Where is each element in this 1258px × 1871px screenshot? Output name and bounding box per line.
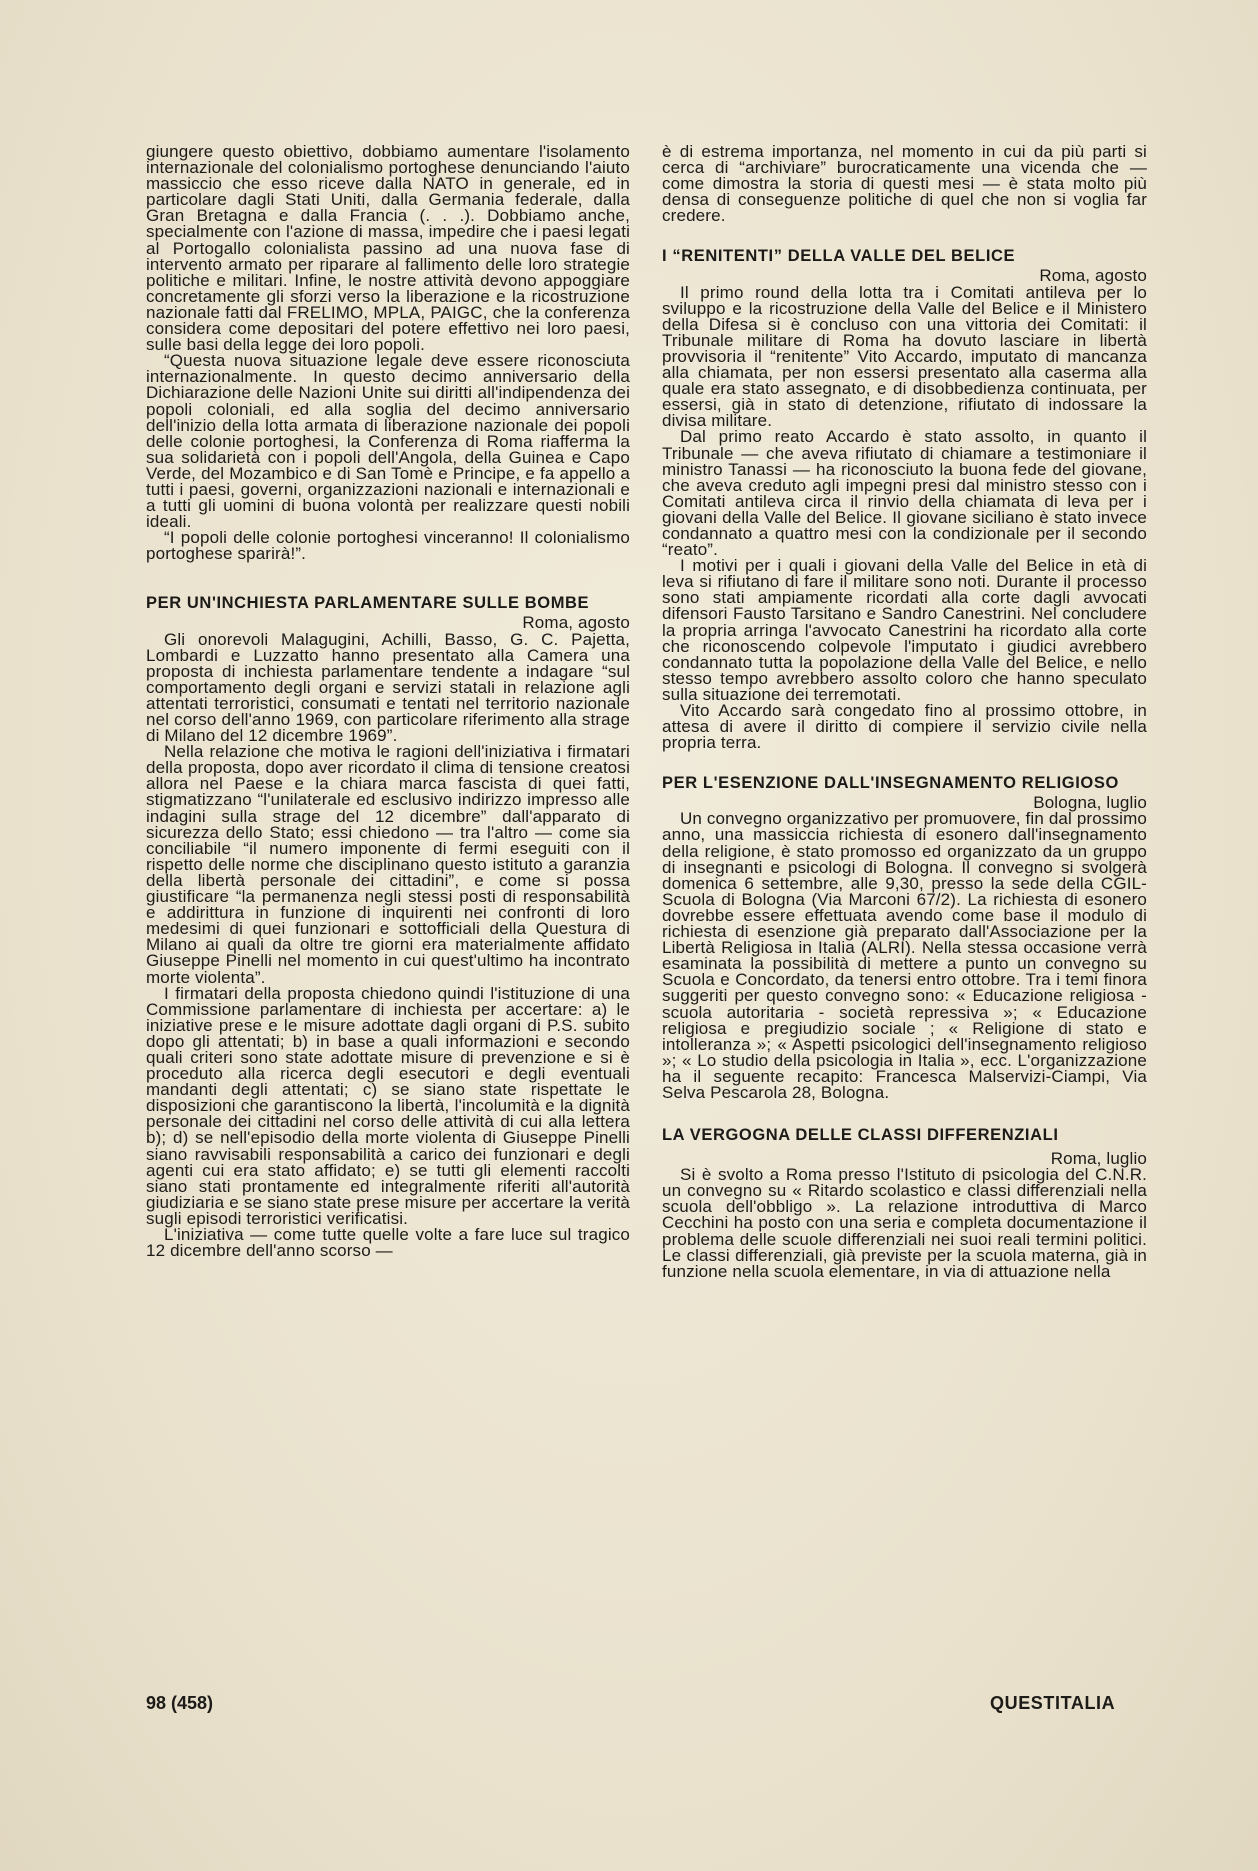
section-heading-esenzione: PER L'ESENZIONE DALL'INSEGNAMENTO RELIGIOSO (662, 774, 1119, 793)
right-column (662, 144, 1147, 1280)
paragraph: I motivi per i quali i giovani della Valle del Belice in età di leva si rifiutano di fare il militare sono noti. Durante il processo sono stati ampiamente ricordati alla corte dagli avvocati difensori Fausto Tarsitano e Sandro Canestrini. Nel concludere la propria arringa l'avvocato Canestrini ha ricordato alla corte che riconoscendo colpevole l'imputato i giudici avrebbero condannato tutta la popolazione della Valle del Belice, e nello stesso tempo avrebbero assolto coloro che hanno speculato sulla situazione dei terremotati. (662, 556, 1147, 704)
paragraph: L'iniziativa — come tutte quelle volte a fare luce sul tragico 12 dicembre dell'anno scorso — (146, 1225, 630, 1261)
section-heading-inchiesta: PER UN'INCHIESTA PARLAMENTARE SULLE BOMBE (146, 594, 590, 613)
dateline: Roma, agosto (522, 613, 630, 633)
paragraph: “I popoli delle colonie portoghesi vinceranno! Il colonialismo portoghese sparirà!”. (146, 528, 630, 564)
dateline: Roma, agosto (1039, 266, 1147, 286)
paragraph: giungere questo obiettivo, dobbiamo aumentare l'isolamento internazionale del colonialismo portoghese denunciando l'aiuto massiccio che esso riceve dalla NATO in generale, ed in particolare dagli Stati Uniti, dalla Germania federale, dalla Gran Bretagna e dalla Francia (. . .). Dobbiamo anche, specialmente con l'azione di massa, impedire che i paesi legati al Portogallo colonialista passino ad una nuova fase di intervento armato per riparare al fallimento delle loro strategie politiche e militari. Infine, le nostre attività devono appoggiare concretamente gli sforzi verso la liberazione e la ricostruzione nazionale fatti dal FRELIMO, MPLA, PAIGC, che la conferenza considera come depositari del potere effettivo nei loro paesi, sulle basi della legge dei loro popoli. (146, 142, 630, 355)
paragraph: I firmatari della proposta chiedono quindi l'istituzione di una Commissione parlamentare di inchiesta per accertare: a) le iniziative prese e le misure adottate dagli organi di P.S. subito dopo gli attentati; b) in base a quali informazioni e secondo quali criteri sono state adottate misure di prevenzione e si è proceduto alla ricerca degli esecutori e degli eventuali mandanti degli attentati; c) se siano state rispettate le disposizioni che garantiscono la libertà, l'incolumità e la dignità personale dei cittadini nel corso delle attività di cui alla lettera b); d) se nell'episodio della morte violenta di Giuseppe Pinelli siano ravvisabili responsabilità a carico dei funzionari e degli agenti cui era stato affidato; e) se tutti gli elementi raccolti siano stati prontamente ed integralmente riferiti all'autorità giudiziaria e se siano state prese misure per accertare la verità sugli episodi terroristici verificatisi. (146, 983, 630, 1228)
page-number: 98 (458) (146, 1693, 214, 1713)
left-column (146, 144, 630, 1259)
paragraph: Un convegno organizzativo per promuovere, fin dal prossimo anno, una massiccia richiesta di esonero dall'insegnamento della religione, è stato promosso ed organizzato da un gruppo di insegnanti e psicologi di Bologna. Il convegno si svolgerà domenica 6 settembre, alle 9,30, presso la sede della CGIL-Scuola di Bologna (Via Marconi 67/2). La richiesta di esonero dovrebbe essere effettuata avendo come base il modulo di richiesta di esenzione già preparato dall'Associazione per la Libertà Religiosa in Italia (ALRI). Nella stessa occasione verrà esaminata la possibilità di mettere a punto un convegno su Scuola e Concordato, da tenersi entro ottobre. Tra i temi finora suggeriti per questo convegno sono: « Educazione religiosa - scuola autoritaria - società repressiva »; « Educazione religiosa e pregiudizio sociale ; « Religione di stato e intolleranza »; « Aspetti psicologici dell'insegnamento religioso »; « Lo studio della psicologia in Italia », ecc. L'organizzazione ha il seguente recapito: Francesca Malservizi-Ciampi, Via Selva Pescarola 28, Bologna. (662, 809, 1147, 1102)
paragraph: Vito Accardo sarà congedato fino al prossimo ottobre, in attesa di avere il diritto di compiere il servizio civile nella propria terra. (662, 701, 1147, 753)
section-heading-vergogna: LA VERGOGNA DELLE CLASSI DIFFERENZIALI (662, 1126, 1059, 1145)
paragraph: Gli onorevoli Malagugini, Achilli, Basso, G. C. Pajetta, Lombardi e Luzzatto hanno presentato alla Camera una proposta di inchiesta parlamentare tendente a indagare “sul comportamento degli organi e servizi statali in relazione agli attentati terroristici, consumati e tentati nel territorio nazionale nel corso dell'anno 1969, con particolare riferimento alla strage di Milano del 12 dicembre 1969”. (146, 629, 630, 746)
paragraph: è di estrema importanza, nel momento in cui da più parti si cerca di “archiviare” burocraticamente una vicenda che — come dimostra la storia di questi mesi — è stata molto più densa di conseguenze politiche di quel che non si voglia far credere. (662, 142, 1147, 226)
paragraph: Dal primo reato Accardo è stato assolto, in quanto il Tribunale — che aveva rifiutato di chiamare a testimoniare il ministro Tanassi — ha riconosciuto la buona fede del giovane, che aveva creduto agli impegni presi dal ministro stesso con i Comitati antileva circa il rinvio della chiamata di leva per i giovani della Valle del Belice. Il giovane siciliano è stato invece condannato a quattro mesi con la condizionale per il secondo “reato”. (662, 427, 1147, 560)
dateline: Bologna, luglio (1033, 793, 1147, 813)
paragraph: “Questa nuova situazione legale deve essere riconosciuta internazionalmente. In questo decimo anniversario della Dichiarazione delle Nazioni Unite sui diritti all'indipendenza dei popoli coloniali, ed alla soglia del decimo anniversario dell'inizio della lotta armata di liberazione nazionale dei popoli delle colonie portoghesi, la Conferenza di Roma riafferma la sua solidarietà con i popoli dell'Angola, della Guinea e Capo Verde, del Mozambico e di San Tomè e Principe, e fa appello a tutti i paesi, governi, organizzazioni nazionali e internazionali e a tutti gli uomini di buona volontà per realizzare questi nobili ideali. (146, 351, 630, 532)
running-title: QUESTITALIA (990, 1693, 1116, 1713)
section-heading-renitenti: I “RENITENTI” DELLA VALLE DEL BELICE (662, 247, 1016, 266)
paragraph: Nella relazione che motiva le ragioni dell'iniziativa i firmatari della proposta, dopo aver ricordato il clima di tensione creatosi allora nel Paese e la chiara marca fascista di quei fatti, stigmatizzano “l'unilaterale ed esclusivo indirizzo impresso alle indagini sulla strage del 12 dicembre” dall'apparato di sicurezza dello Stato; essi chiedono — tra l'altro — come sia conciliabile “il numero imponente di fermi eseguiti con il rispetto delle norme che disciplinano questo istituto a garanzia della libertà personale dei cittadini”, e come si possa giustificare “la permanenza negli stessi posti di responsabilità e addirittura in funzione di inquirenti nei confronti di loro medesimi di quei funzionari e sottofficiali della Questura di Milano ai quali da oltre tre giorni era materialmente affidato Giuseppe Pinelli nel momento in cui quest'ultimo ha incontrato morte violenta”. (146, 742, 630, 987)
dateline: Roma, luglio (1050, 1149, 1147, 1169)
paragraph: Si è svolto a Roma presso l'Istituto di psicologia del C.N.R. un convegno su « Ritardo scolastico e classi differenziali nella scuola dell'obbligo ». La relazione introduttiva di Marco Cecchini ha posto con una seria e completa documentazione il problema delle scuole differenziali nei suoi reali termini politici. Le classi differenziali, già previste per la scuola materna, già in funzione nella scuola elementare, in via di attuazione nella (662, 1165, 1147, 1281)
paragraph: Il primo round della lotta tra i Comitati antileva per lo sviluppo e la ricostruzione della Valle del Belice e il Ministero della Difesa si è concluso con una vittoria dei Comitati: il Tribunale militare di Roma ha dovuto lasciare in libertà provvisoria il “renitente” Vito Accardo, imputato di mancanza alla chiamata, per non essersi presentato alla caserma alla quale era stato assegnato, e di disobbedienza continuata, per essersi, già in stato di detenzione, rifiutato di indossare la divisa militare. (662, 282, 1147, 431)
